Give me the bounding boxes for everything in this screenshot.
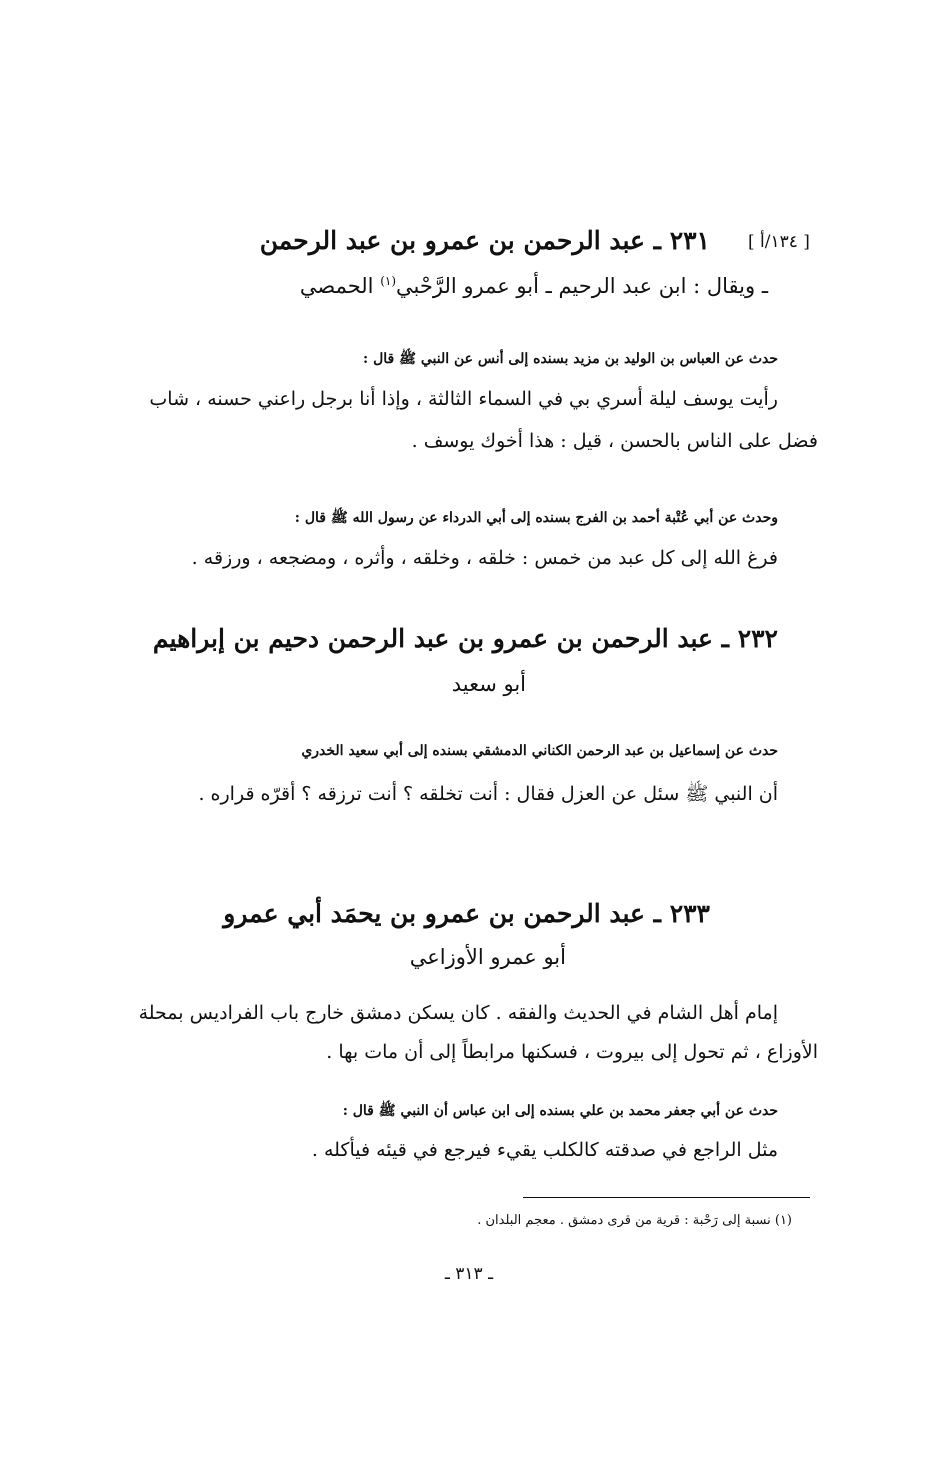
entry-232-subtitle: أبو سعيد [451, 672, 526, 696]
entry-233-bio-line-1: إمام أهل الشام في الحديث والفقه . كان يسكن دمشق خارج باب الفراديس بمحلة [138, 1002, 778, 1024]
footnote: (١) نسبة إلى رَحْبة : قرية من قرى دمشق . معجم البلدان . [477, 1213, 792, 1228]
entry-231-hadith-1-line-1: رأيت يوسف ليلة أسري بي في السماء الثالثة ، وإذا أنا برجل راعني حسنه ، شاب [149, 388, 778, 410]
entry-231-subtitle-text: ـ ويقال : ابن عبد الرحيم ـ أبو عمرو الرَّحْبي [396, 274, 768, 298]
entry-231-subtitle [300, 274, 768, 298]
entry-233-hadith-1-line-1: مثل الراجع في صدقته كالكلب يقيء فيرجع في قيئه فيأكله . [311, 1139, 778, 1161]
entry-233-bio-line-2: الأوزاع ، ثم تحول إلى بيروت ، فسكنها مرابطاً إلى أن مات بها . [326, 1041, 818, 1063]
entry-231-title: ٢٣١ ـ عبد الرحمن بن عمرو بن عبد الرحمن [259, 226, 710, 255]
entry-233-title: ٢٣٣ ـ عبد الرحمن بن عمرو بن يحمَد أبي عمرو [223, 899, 710, 928]
folio-reference: [ ١٣٤/أ ] [748, 232, 810, 252]
entry-233-isnad-1: حدث عن أبي جعفر محمد بن علي بسنده إلى ابن عباس أن النبي ﷺ قال : [342, 1103, 778, 1119]
entry-232-title: ٢٣٢ ـ عبد الرحمن بن عمرو بن عبد الرحمن دحيم بن إبراهيم [152, 624, 778, 653]
entry-231-hadith-2-line-1: فرغ الله إلى كل عبد من خمس : خلقه ، وخلقه ، وأثره ، ومضجعه ، ورزقه . [191, 547, 778, 569]
entry-231-isnad-2: وحدث عن أبي عُتْبة أحمد بن الفرج بسنده إلى أبي الدرداء عن رسول الله ﷺ قال : [294, 510, 778, 526]
entry-231-hadith-1-line-2: فضل على الناس بالحسن ، قيل : هذا أخوك يوسف . [411, 430, 818, 452]
entry-231-subtitle-nisba: الحمصي [299, 274, 381, 298]
entry-232-hadith-1-line-1: أن النبي ﷺ سئل عن العزل فقال : أنت تخلقه ؟ أنت ترزقه ؟ أقرّه قراره . [198, 783, 778, 805]
footnote-marker: (١) [380, 274, 397, 288]
footnote-rule [523, 1197, 810, 1198]
entry-231-isnad-1: حدث عن العباس بن الوليد بن مزيد بسنده إلى أنس عن النبي ﷺ قال : [363, 351, 778, 367]
entry-233-subtitle: أبو عمرو الأوزاعي [409, 945, 566, 969]
entry-232-isnad-1: حدث عن إسماعيل بن عبد الرحمن الكناني الدمشقي بسنده إلى أبي سعيد الخدري [301, 743, 778, 759]
page-number: ـ ٣١٣ ـ [444, 1264, 494, 1284]
